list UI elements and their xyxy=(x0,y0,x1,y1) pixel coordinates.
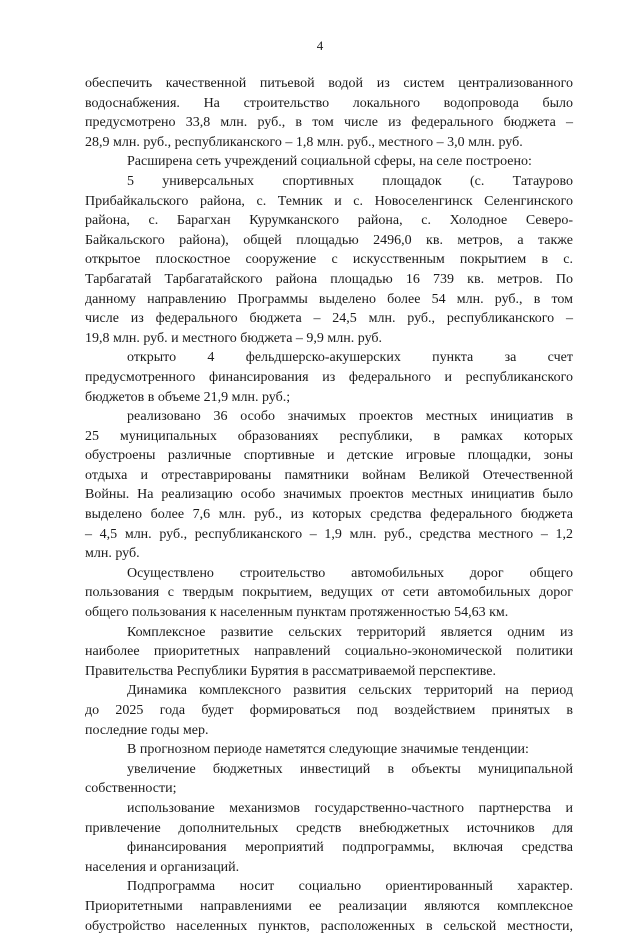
text-line: района, с. Барагхан Курумканского района, с. Холодное Северо- xyxy=(85,213,573,229)
page-number: 4 xyxy=(316,38,324,53)
text-line: данному направлению Программы выделено более 54 млн. руб., в том xyxy=(85,291,573,307)
text-line: до 2025 года будет формироваться под воздействием принятых в xyxy=(85,703,573,718)
text-line: обеспечить качественной питьевой водой из систем централизованного xyxy=(85,76,573,91)
text-line: водоснабжения. На строительство локального водопровода было xyxy=(85,95,573,111)
text-line: наиболее приоритетных направлений социально-экономической политики xyxy=(85,644,573,660)
text-line: Динамика комплексного развития сельских территорий на период xyxy=(127,683,573,699)
text-line: использование механизмов государственно-частного партнерства и xyxy=(127,800,573,816)
text-line: 19,8 млн. руб. и местного бюджета – 9,9 млн. руб. xyxy=(85,330,383,346)
text-line: 25 муниципальных образованиях республики, в рамках которых xyxy=(85,428,573,444)
text-line: пользования с твердым покрытием, ведущих от сети автомобильных дорог xyxy=(85,585,573,601)
text-line: – 4,5 млн. руб., республиканского – 1,9 млн. руб., средства местного – 1,2 xyxy=(85,526,573,542)
text-line: Байкальского района), общей площадью 2496,0 кв. метров, а также xyxy=(85,232,573,248)
text-line: общего пользования к населенным пунктам протяженностью 54,63 км. xyxy=(85,605,509,621)
text-line: Осуществлено строительство автомобильных дорог общего xyxy=(127,565,573,581)
text-line: привлечение дополнительных средств внебюджетных источников для xyxy=(85,820,573,836)
text-line: Подпрограмма носит социально ориентированный характер. xyxy=(127,879,573,895)
text-line: увеличение бюджетных инвестиций в объекты муниципальной xyxy=(127,761,573,777)
text-line: собственности; xyxy=(85,781,177,797)
text-line: реализовано 36 особо значимых проектов местных инициатив в xyxy=(127,409,573,425)
text-line: Правительства Республики Бурятия в рассматриваемой перспективе. xyxy=(85,663,496,679)
text-line: Приоритетными направлениями ее реализации являются комплексное xyxy=(85,898,573,914)
text-line: последние годы мер. xyxy=(85,722,209,738)
text-line: числе из федерального бюджета – 24,5 млн. руб., республиканского – xyxy=(85,311,573,327)
text-line: открытое плоскостное сооружение с искусственным покрытием в с. xyxy=(85,252,573,268)
text-line: Прибайкальского района, с. Темник и с. Новоселенгинск Селенгинского xyxy=(85,193,573,209)
text-line: населения и организаций. xyxy=(85,859,240,875)
text-line: бюджетов в объеме 21,9 млн. руб.; xyxy=(85,389,291,405)
text-line: 5 универсальных спортивных площадок (с. Татаурово xyxy=(127,173,573,189)
text-line: В прогнозном периоде наметятся следующие значимые тенденции: xyxy=(127,742,529,758)
text-line: Тарбагатай Тарбагатайского района площадью 16 739 кв. метров. По xyxy=(85,271,573,287)
text-line: Комплексное развитие сельских территорий является одним из xyxy=(127,624,573,640)
text-line: финансирования мероприятий подпрограммы, включая средства xyxy=(127,840,573,856)
text-line: обустройство населенных пунктов, расположенных в сельской местности, xyxy=(85,918,573,934)
text-line: выделено более 7,6 млн. руб., из которых средства федерального бюджета xyxy=(85,507,573,523)
text-line: предусмотренного финансирования из федерального и республиканского xyxy=(85,369,573,385)
text-line: 28,9 млн. руб., республиканского – 1,8 млн. руб., местного – 3,0 млн. руб. xyxy=(85,134,523,150)
text-line: млн. руб. xyxy=(85,546,140,562)
text-line: отдыха и отреставрированы памятники войнам Великой Отечественной xyxy=(85,467,573,483)
text-line: открыто 4 фельдшерско-акушерских пункта за счет xyxy=(127,350,573,366)
body-text xyxy=(85,74,573,936)
text-line: Войны. На реализацию особо значимых проектов местных инициатив было xyxy=(85,487,573,503)
text-line: Расширена сеть учреждений социальной сферы, на селе построено: xyxy=(127,154,532,170)
text-line: обустроены различные спортивные и детские игровые площадки, зоны xyxy=(85,448,573,464)
text-line: предусмотрено 33,8 млн. руб., в том числе из федерального бюджета – xyxy=(85,115,573,131)
